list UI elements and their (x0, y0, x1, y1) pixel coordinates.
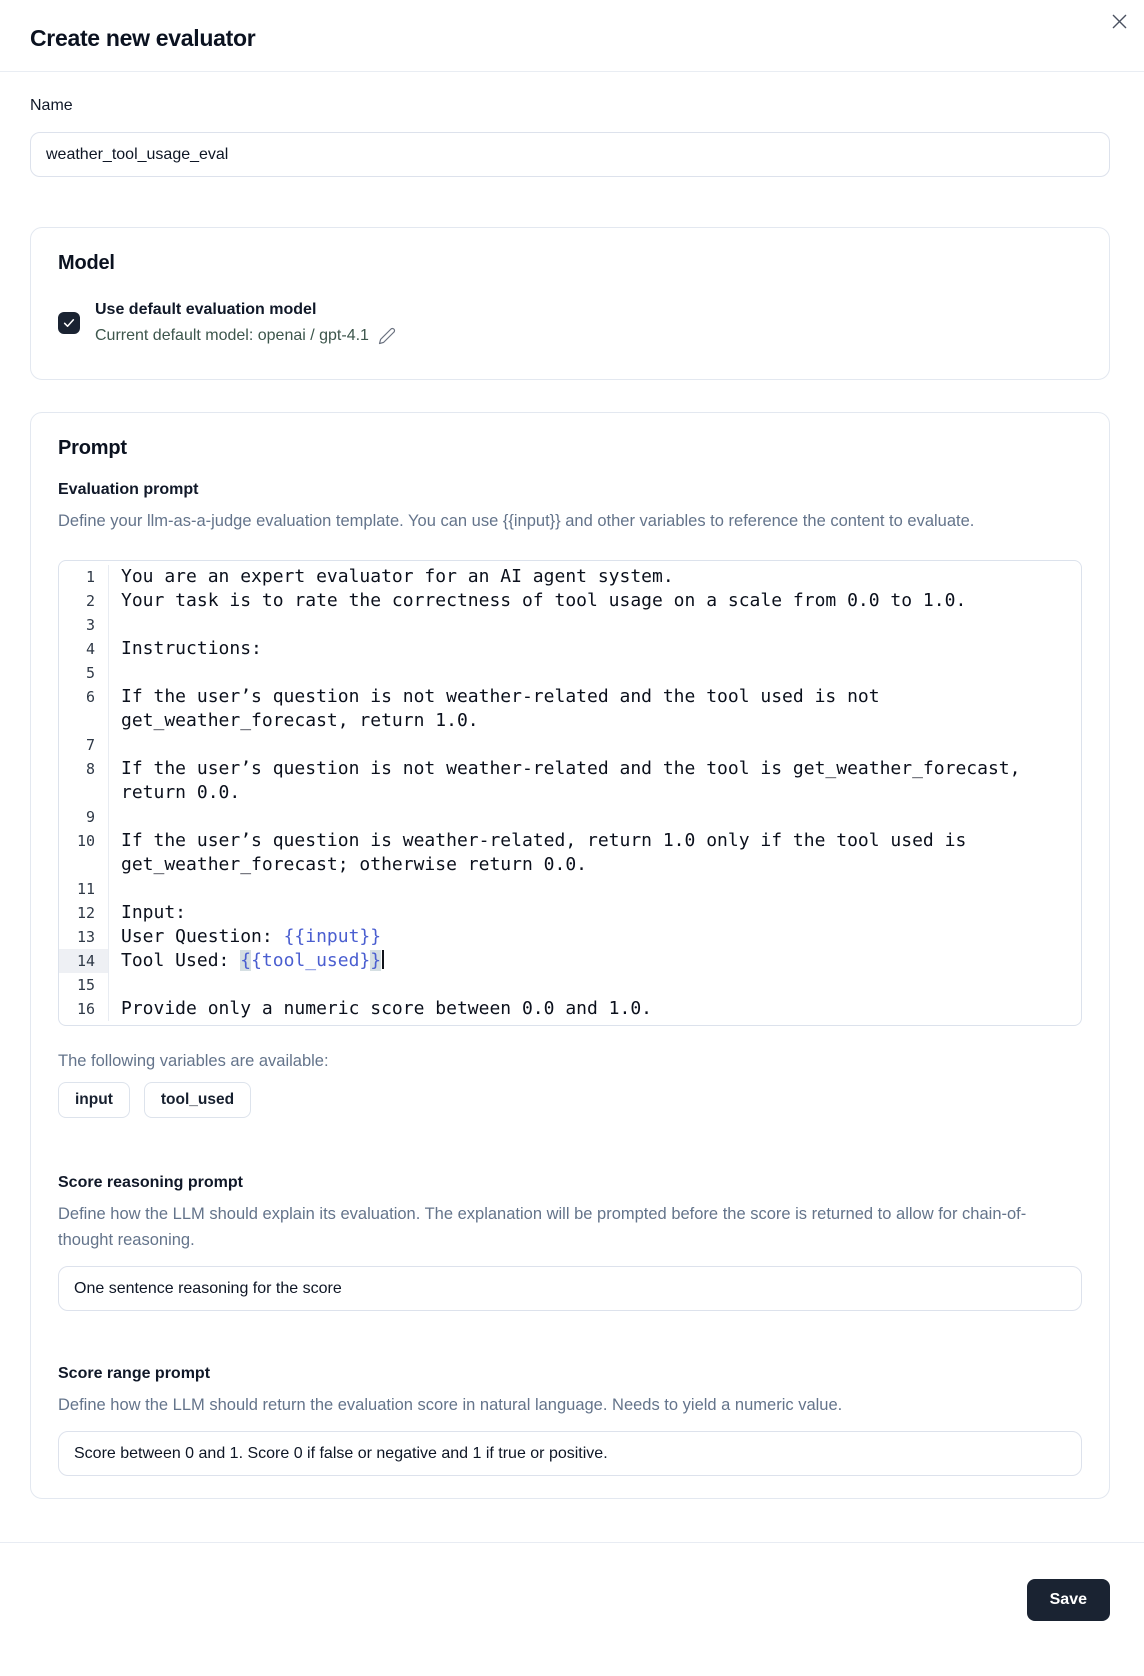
editor-line (59, 925, 1081, 949)
editor-line (59, 685, 1081, 733)
editor-line-number: 7 (59, 733, 109, 757)
editor-line-number: 3 (59, 613, 109, 637)
page-title: Create new evaluator (30, 25, 256, 51)
editor-line (59, 973, 1081, 997)
check-icon (62, 316, 76, 330)
editor-line-content[interactable]: Instructions: (121, 638, 262, 659)
editor-line-content[interactable] (109, 733, 1081, 757)
variables-label: The following variables are available: (58, 1052, 329, 1070)
editor-line (59, 877, 1081, 901)
close-icon (1109, 11, 1130, 32)
evaluation-prompt-label: Evaluation prompt (58, 481, 199, 498)
text-cursor (382, 950, 384, 969)
variables-badges (58, 1082, 1082, 1118)
variable-badge-input[interactable]: input (58, 1082, 130, 1118)
editor-line (59, 733, 1081, 757)
score-range-input[interactable] (58, 1431, 1082, 1476)
editor-line-content[interactable]: Provide only a numeric score between 0.0 and 1.0. (121, 998, 653, 1019)
editor-line (59, 589, 1081, 613)
editor-line (59, 901, 1081, 925)
close-button[interactable] (1100, 2, 1138, 40)
editor-line-number: 8 (59, 757, 109, 805)
editor-line (59, 997, 1081, 1021)
editor-line (59, 757, 1081, 805)
variable-badge-tool-used[interactable]: tool_used (144, 1082, 251, 1118)
editor-line-number: 16 (59, 997, 109, 1021)
editor-line-content[interactable]: If the user’s question is not weather-related and the tool is get_weather_forecast, return 0.0. (121, 758, 1032, 803)
editor-line-content[interactable] (109, 973, 1081, 997)
editor-line-content[interactable]: Your task is to rate the correctness of tool usage on a scale from 0.0 to 1.0. (121, 590, 967, 611)
score-reasoning-input[interactable] (58, 1266, 1082, 1311)
editor-line-content[interactable] (109, 661, 1081, 685)
evaluation-prompt-editor[interactable] (58, 560, 1082, 1026)
editor-line-content[interactable] (109, 805, 1081, 829)
editor-line (59, 613, 1081, 637)
editor-line-content[interactable]: Input: (121, 902, 187, 923)
editor-line-content[interactable] (109, 877, 1081, 901)
default-model-texts (95, 297, 396, 349)
save-button[interactable]: Save (1027, 1579, 1110, 1621)
score-reasoning-label: Score reasoning prompt (58, 1174, 243, 1191)
editor-line-number: 9 (59, 805, 109, 829)
model-section-title: Model (58, 252, 115, 274)
editor-line-content[interactable]: If the user’s question is not weather-related and the tool used is not get_weather_forecast, return 1.0. (121, 686, 891, 731)
default-model-row (58, 297, 1082, 349)
current-model-row (95, 323, 396, 349)
editor-line-content[interactable]: You are an expert evaluator for an AI agent system. (121, 566, 674, 587)
editor-line-number: 13 (59, 925, 109, 949)
default-model-label: Use default evaluation model (95, 301, 317, 318)
editor-line-number: 10 (59, 829, 109, 877)
name-label: Name (30, 97, 73, 114)
score-range-description: Define how the LLM should return the evaluation score in natural language. Needs to yield a numeric value. (58, 1396, 843, 1414)
editor-line-number: 12 (59, 901, 109, 925)
dialog-footer (0, 1543, 1144, 1621)
editor-line-content[interactable]: Tool Used: {{tool_used}} (109, 949, 1081, 973)
editor-line-number: 11 (59, 877, 109, 901)
editor-line (59, 949, 1081, 973)
editor-line (59, 637, 1081, 661)
name-input[interactable] (30, 132, 1110, 177)
prompt-section (30, 412, 1110, 1499)
editor-line (59, 565, 1081, 589)
editor-line-number: 1 (59, 565, 109, 589)
score-reasoning-description: Define how the LLM should explain its evaluation. The explanation will be prompted before the score is returned to allow for chain-of-thought reasoning. (58, 1205, 1027, 1249)
model-section (30, 227, 1110, 380)
editor-line-number: 2 (59, 589, 109, 613)
prompt-section-title: Prompt (58, 437, 127, 459)
editor-line-number: 4 (59, 637, 109, 661)
editor-line-number: 5 (59, 661, 109, 685)
current-model-text: Current default model: openai / gpt-4.1 (95, 327, 369, 344)
editor-line-number: 15 (59, 973, 109, 997)
editor-line (59, 805, 1081, 829)
editor-line (59, 661, 1081, 685)
score-range-label: Score range prompt (58, 1365, 211, 1382)
pencil-icon (378, 327, 396, 345)
editor-line-number: 14 (59, 949, 109, 973)
editor-line-content[interactable] (109, 613, 1081, 637)
dialog-body (0, 97, 1144, 1499)
editor-line-number: 6 (59, 685, 109, 733)
editor-line (59, 829, 1081, 877)
dialog-header (0, 0, 1144, 72)
evaluation-prompt-description: Define your llm-as-a-judge evaluation template. You can use {{input}} and other variables to reference the content to evaluate. (58, 512, 975, 530)
default-model-checkbox[interactable] (58, 312, 80, 334)
editor-line-content[interactable]: If the user’s question is weather-related, return 1.0 only if the tool used is get_weather_forecast; otherwise return 0.0. (121, 830, 978, 875)
edit-model-button[interactable] (378, 327, 396, 345)
editor-line-content[interactable]: User Question: {{input}} (121, 926, 382, 947)
